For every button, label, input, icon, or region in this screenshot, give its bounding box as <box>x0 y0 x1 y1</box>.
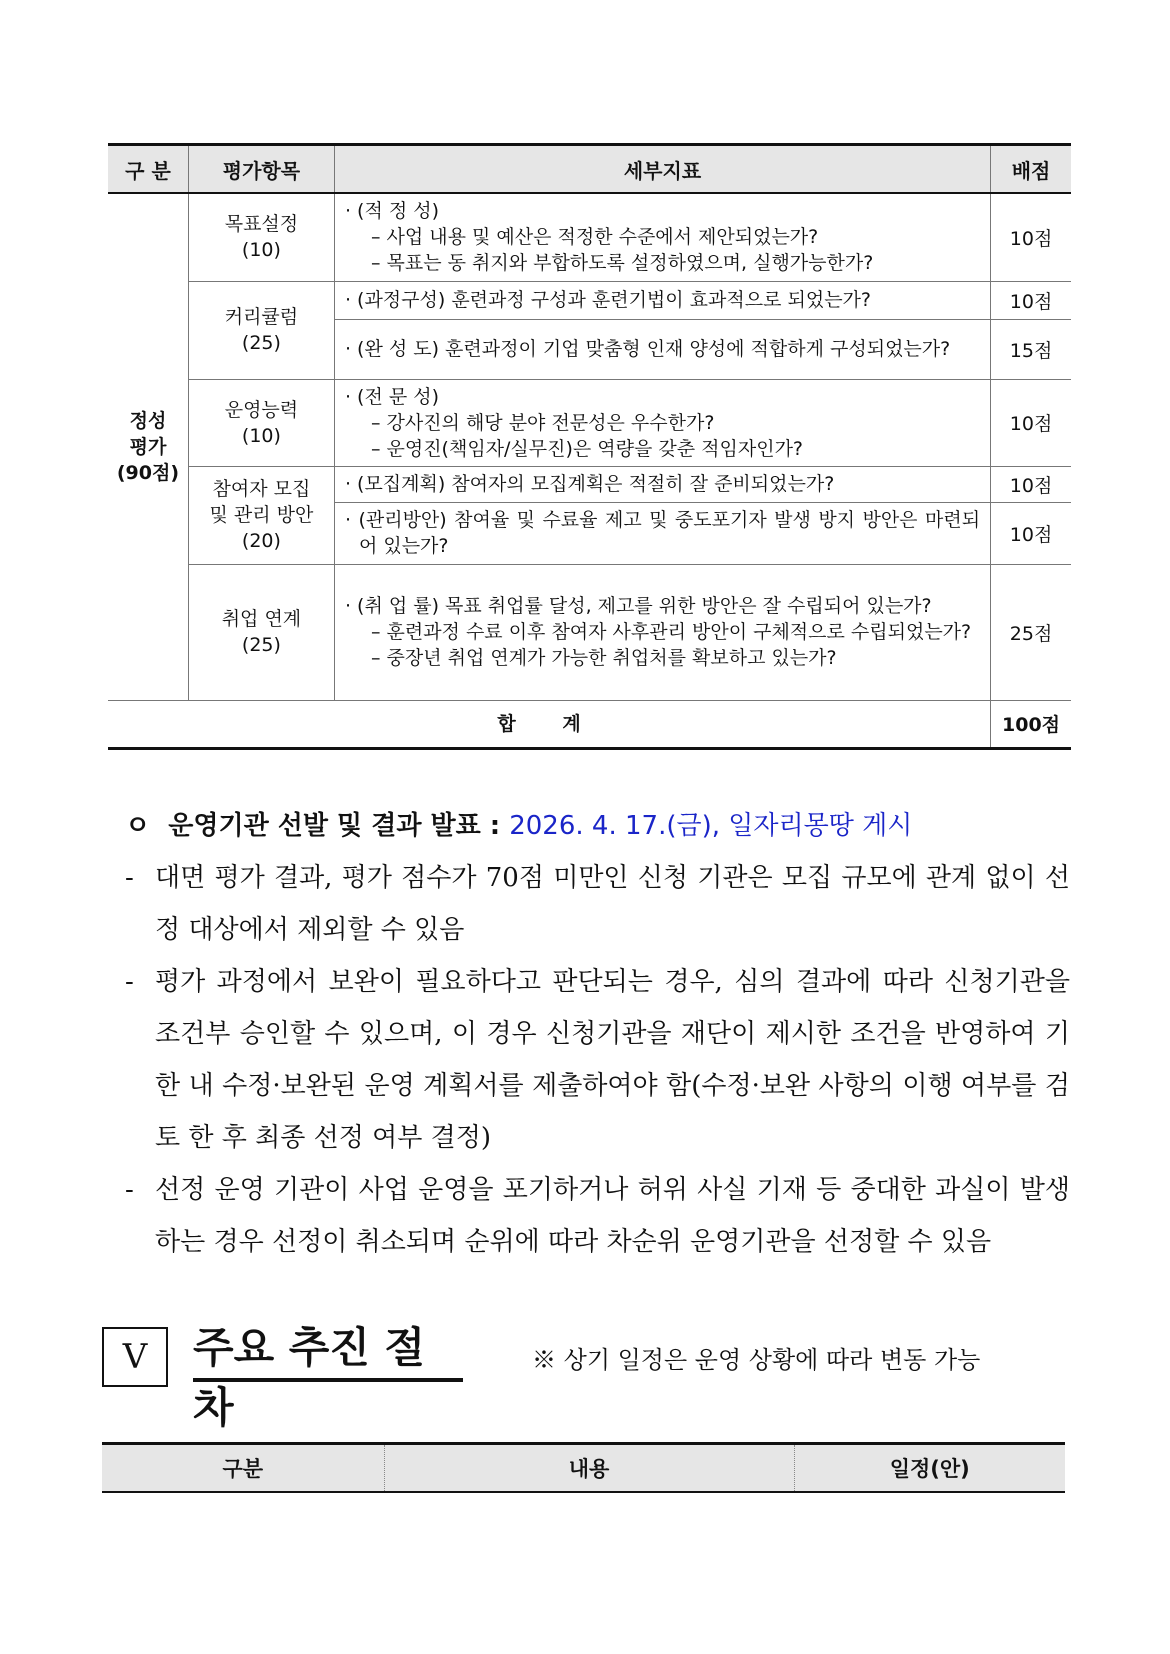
schedule-note: ※ 상기 일정은 운영 상황에 따라 변동 가능 <box>532 1346 981 1374</box>
announcement-date: 2026. 4. 17.(금), 일자리몽땅 게시 <box>509 811 913 841</box>
item-name-cell: 운영능력 (10) <box>188 379 334 466</box>
selection-heading <box>125 800 1070 852</box>
schedule-header-date: 일정(안) <box>794 1444 1065 1493</box>
score-cell: 15점 <box>991 319 1071 379</box>
selection-section <box>125 800 1070 1268</box>
item-name-cell: 목표설정 (10) <box>188 193 334 281</box>
table-row <box>108 193 1071 281</box>
total-row <box>108 700 1071 748</box>
detail-cell <box>334 281 990 319</box>
detail-line: – 강사진의 해당 분야 전문성은 우수한가? <box>370 411 715 434</box>
category-cell: 정성 평가 (90점) <box>108 193 188 700</box>
header-item: 평가항목 <box>188 145 334 194</box>
score-cell: 10점 <box>991 281 1071 319</box>
schedule-header-content: 내용 <box>384 1444 794 1493</box>
detail-line: – 사업 내용 및 예산은 적정한 수준에서 제안되었는가? <box>370 226 819 249</box>
score-cell: 10점 <box>991 379 1071 466</box>
score-cell: 10점 <box>991 466 1071 502</box>
score-cell: 10점 <box>991 193 1071 281</box>
detail-cell <box>334 319 990 379</box>
section-number: V <box>102 1327 168 1387</box>
detail-line: · (관리방안) 참여율 및 수료율 제고 및 중도포기자 발생 방지 방안은 마련되어 있는가? <box>344 509 981 557</box>
detail-cell <box>334 193 990 281</box>
schedule-header-category: 구분 <box>102 1444 384 1493</box>
table-row <box>108 564 1071 700</box>
table-header-row <box>108 145 1071 194</box>
table-row <box>108 281 1071 319</box>
detail-cell <box>334 379 990 466</box>
detail-line: · (완 성 도) 훈련과정이 기업 맞춤형 인재 양성에 적합하게 구성되었는가? <box>344 338 951 360</box>
evaluation-table <box>108 143 1071 750</box>
item-name-cell: 취업 연계 (25) <box>188 564 334 700</box>
schedule-table <box>102 1442 1065 1493</box>
total-score: 100점 <box>991 700 1071 748</box>
detail-line: · (전 문 성) <box>344 385 439 408</box>
detail-line: · (모집계획) 참여자의 모집계획은 적절히 잘 준비되었는가? <box>344 473 835 495</box>
detail-cell <box>334 466 990 502</box>
bullet-item: - 평가 과정에서 보완이 필요하다고 판단되는 경우, 심의 결과에 따라 신청기관을 조건부 승인할 수 있으며, 이 경우 신청기관을 재단이 제시한 조건을 반영하여 기한 내 수정·보완된 운영 계획서를 제출하여야 함(수정·보완 사항의 이행 여부를 검토 한 후 최종 선정 여부 결정) <box>125 967 1070 1153</box>
detail-line: – 운영진(책임자/실무진)은 역량을 갖춘 적임자인가? <box>370 437 804 460</box>
heading-marker: ㅇ <box>125 811 151 841</box>
total-label: 합 계 <box>108 700 991 748</box>
score-cell: 25점 <box>991 564 1071 700</box>
detail-line: · (적 정 성) <box>344 200 439 223</box>
detail-line: – 훈련과정 수료 이후 참여자 사후관리 방안이 구체적으로 수립되었는가? <box>370 621 972 643</box>
bullet-item: - 대면 평가 결과, 평가 점수가 70점 미만인 신청 기관은 모집 규모에 관계 없이 선정 대상에서 제외할 수 있음 <box>125 863 1070 945</box>
bullet-item: - 선정 운영 기관이 사업 운영을 포기하거나 허위 사실 기재 등 중대한 과실이 발생하는 경우 선정이 취소되며 순위에 따라 차순위 운영기관을 선정할 수 있음 <box>125 1175 1070 1257</box>
detail-line: · (과정구성) 훈련과정 구성과 훈련기법이 효과적으로 되었는가? <box>344 289 871 311</box>
item-name-cell: 커리큘럼 (25) <box>188 281 334 379</box>
detail-cell <box>334 502 990 564</box>
schedule-header-row <box>102 1444 1065 1493</box>
header-score: 배점 <box>991 145 1071 194</box>
detail-line: – 중장년 취업 연계가 가능한 취업처를 확보하고 있는가? <box>370 647 837 669</box>
heading-text: 운영기관 선발 및 결과 발표 : <box>168 811 510 841</box>
header-category: 구 분 <box>108 145 188 194</box>
detail-cell <box>334 564 990 700</box>
header-detail: 세부지표 <box>334 145 990 194</box>
section-title: 주요 추진 절차 <box>193 1318 463 1382</box>
detail-line: – 목표는 동 취지와 부합하도록 설정하였으며, 실행가능한가? <box>370 252 874 275</box>
detail-line: · (취 업 률) 목표 취업률 달성, 제고를 위한 방안은 잘 수립되어 있는가? <box>344 595 932 617</box>
table-row <box>108 466 1071 502</box>
score-cell: 10점 <box>991 502 1071 564</box>
item-name-cell: 참여자 모집 및 관리 방안 (20) <box>188 466 334 564</box>
table-row <box>108 379 1071 466</box>
